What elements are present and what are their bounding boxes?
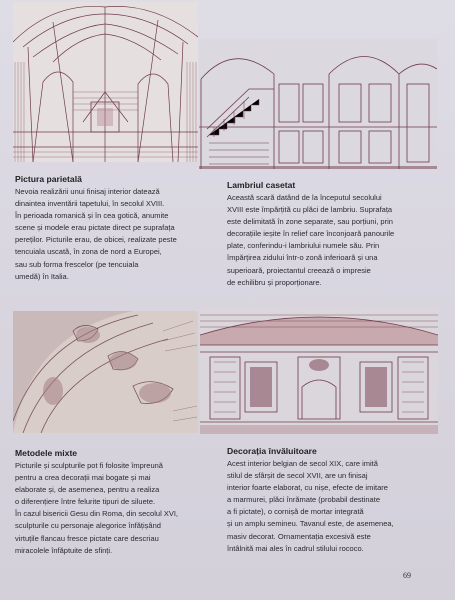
- section-title-lambriul-casetat: Lambriul casetat: [227, 180, 296, 190]
- text-line: În cazul bisericii Gesu din Roma, din secolul XVI,: [15, 509, 178, 519]
- page-number: 69: [403, 571, 411, 580]
- text-line: tencuiala uscată, în zona de nord a Europei,: [15, 247, 162, 257]
- text-line: este delimitată în zone separate, sau porțiuni, prin: [227, 217, 393, 227]
- text-line: superioară, proiectantul creează o impresie: [227, 265, 371, 275]
- text-line: elaborate și, de asemenea, pentru a realiza: [15, 485, 160, 495]
- section-text-pictura-parietala: [15, 186, 177, 283]
- section-text-decoratia-invaluitoare: [227, 458, 394, 555]
- section-text-lambriul-casetat: [227, 192, 394, 289]
- text-line: sculpturile cu personaje alegorice înfățișând: [15, 521, 161, 531]
- text-line: întâlnită mai ales în cadrul stilului rococo.: [227, 543, 364, 553]
- text-line: a marmurei, plăci înrămate (probabil destinate: [227, 495, 380, 505]
- text-line: decorațiile ieșite în relief care înconjoară panourile: [227, 229, 395, 239]
- text-line: Această scară datând de la începutul secolului: [227, 193, 382, 202]
- section-title-metodele-mixte: Metodele mixte: [15, 448, 78, 458]
- text-line: Acest interior belgian de secol XIX, care imită: [227, 459, 378, 468]
- paneled-staircase-illustration: [199, 39, 437, 169]
- text-line: miracolele înfăptuite de sfinți.: [15, 545, 113, 555]
- text-line: umedă) în Italia.: [15, 271, 69, 281]
- text-line: a fi pictate), o cornișă de mortar integrată: [227, 507, 364, 517]
- text-line: masiv decorat. Ornamentația excesivă este: [227, 531, 371, 541]
- text-line: și un amplu semineu. Tavanul este, de asemenea,: [227, 519, 394, 529]
- text-line: XVIII este împărțită cu plăci de lambriu. Suprafața: [227, 205, 393, 215]
- text-line: scene și modele erau pictate direct pe suprafața: [15, 223, 175, 233]
- text-line: o diferențiere între felurite tipuri de siluete.: [15, 497, 156, 507]
- section-title-decoratia-invaluitoare: Decorația învăluitoare: [227, 446, 317, 456]
- gothic-interior-illustration: [13, 2, 198, 162]
- text-line: pentru a crea decorații mai bogate și mai: [15, 473, 151, 483]
- text-line: dinaintea inventării tapetului, în secolul XVIII.: [15, 199, 165, 209]
- text-line: Picturile și sculpturile pot fi folosite împreună: [15, 461, 163, 470]
- belgian-interior-illustration: [200, 307, 438, 434]
- section-title-pictura-parietala: Pictura parietală: [15, 174, 82, 184]
- section-text-metodele-mixte: [15, 460, 178, 557]
- text-line: de echilibru și proporționare.: [227, 277, 322, 287]
- text-line: virtuțile flancau fresce pictate care descriau: [15, 533, 159, 543]
- text-line: stilul de sfârșit de secol XVII, are un finisaj: [227, 471, 368, 481]
- text-line: plate, conferindu-i lambriului numele său. Prin: [227, 241, 380, 251]
- text-line: sau sub forma frescelor (pe tencuiala: [15, 259, 139, 269]
- text-line: Nevoia realizării unui finisaj interior datează: [15, 187, 160, 196]
- mixed-methods-illustration: [13, 311, 198, 433]
- text-line: pereților. Picturile erau, de obicei, realizate peste: [15, 235, 177, 245]
- text-line: interior foarte elaborat, cu nișe, efecte de imitare: [227, 483, 388, 493]
- text-line: împărțirea zidului într-o zonă inferioară și una: [227, 253, 378, 263]
- text-line: În perioada romanică și în cea gotică, anumite: [15, 211, 169, 221]
